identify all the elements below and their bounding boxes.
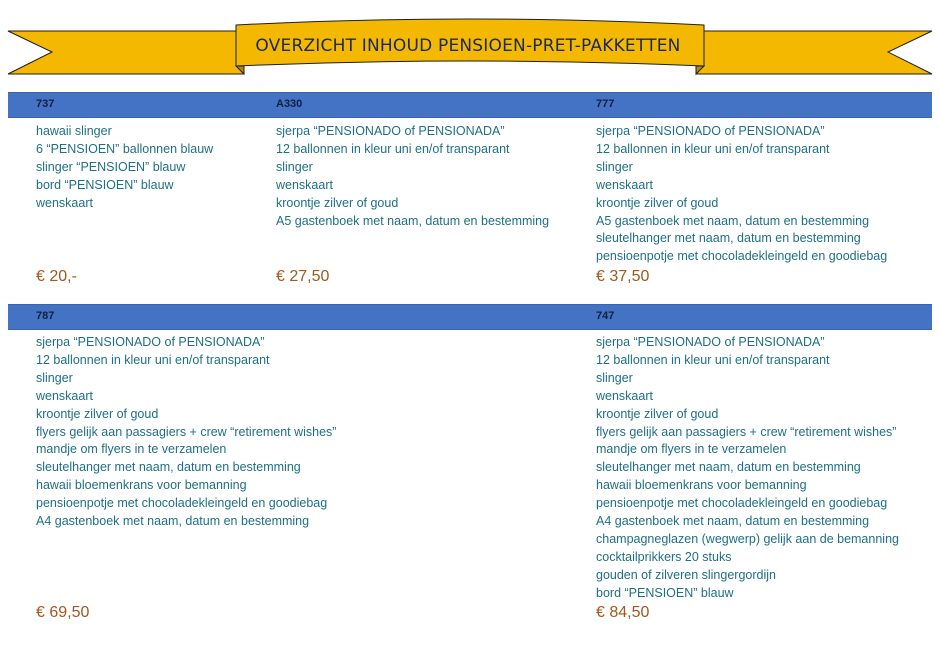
list-item: kroontje zilver of goud — [276, 195, 399, 210]
list-item: kroontje zilver of goud — [36, 406, 159, 421]
list-item: gouden of zilveren slingergordijn — [596, 567, 776, 582]
list-item: flyers gelijk aan passagiers + crew “retirement wishes” — [36, 424, 337, 439]
title-banner — [0, 0, 940, 80]
list-item: champagneglazen (wegwerp) gelijk aan de bemanning — [596, 531, 899, 546]
package-code-747: 747 — [596, 310, 615, 322]
list-item: 6 “PENSIOEN” ballonnen blauw — [36, 141, 214, 156]
list-item: cocktailprikkers 20 stuks — [596, 549, 732, 564]
list-item: slinger — [36, 370, 73, 385]
list-item: wenskaart — [36, 195, 93, 210]
page-title: OVERZICHT INHOUD PENSIOEN-PRET-PAKKETTEN — [255, 36, 681, 56]
package-747-items — [596, 334, 899, 603]
list-item: sleutelhanger met naam, datum en bestemming — [596, 231, 861, 246]
list-item: 12 ballonnen in kleur uni en/of transparant — [36, 352, 270, 367]
list-item: pensioenpotje met chocoladekleingeld en goodiebag — [596, 249, 888, 264]
list-item: A4 gastenboek met naam, datum en bestemming — [596, 514, 870, 529]
package-code-787: 787 — [36, 310, 55, 322]
list-item: wenskaart — [596, 177, 653, 192]
list-item: A5 gastenboek met naam, datum en bestemming — [276, 213, 550, 228]
list-item: A4 gastenboek met naam, datum en bestemming — [36, 514, 310, 529]
package-code-a330: A330 — [276, 98, 303, 110]
list-item: sjerpa “PENSIONADO of PENSIONADA” — [36, 335, 265, 349]
list-item: pensioenpotje met chocoladekleingeld en goodiebag — [36, 496, 328, 511]
package-code-777: 777 — [596, 98, 615, 110]
header-band-row-2 — [8, 304, 932, 330]
list-item: A5 gastenboek met naam, datum en bestemming — [596, 213, 870, 228]
list-item: sjerpa “PENSIONADO of PENSIONADA” — [596, 124, 825, 138]
list-item: sleutelhanger met naam, datum en bestemming — [596, 460, 861, 475]
list-item: pensioenpotje met chocoladekleingeld en goodiebag — [596, 496, 888, 511]
list-item: 12 ballonnen in kleur uni en/of transparant — [596, 352, 830, 367]
list-item: slinger — [596, 370, 633, 385]
list-item: sjerpa “PENSIONADO of PENSIONADA” — [276, 124, 505, 138]
list-item: slinger — [596, 159, 633, 174]
package-a330-items — [276, 123, 549, 230]
list-item: 12 ballonnen in kleur uni en/of transparant — [596, 141, 830, 156]
package-a330-price: € 27,50 — [276, 268, 330, 285]
list-item: slinger — [276, 159, 313, 174]
list-item: wenskaart — [276, 177, 333, 192]
package-777-price: € 37,50 — [596, 268, 650, 285]
package-737-price: € 20,- — [36, 268, 77, 285]
list-item: wenskaart — [36, 388, 93, 403]
list-item: sjerpa “PENSIONADO of PENSIONADA” — [596, 335, 825, 349]
list-item: bord “PENSIOEN” blauw — [36, 177, 174, 192]
package-747-price: € 84,50 — [596, 604, 650, 621]
package-737-items — [36, 123, 213, 213]
package-787-price: € 69,50 — [36, 604, 90, 621]
list-item: hawaii bloemenkrans voor bemanning — [596, 478, 807, 493]
list-item: mandje om flyers in te verzamelen — [596, 442, 787, 457]
list-item: flyers gelijk aan passagiers + crew “retirement wishes” — [596, 424, 897, 439]
package-787-items — [36, 334, 336, 531]
list-item: bord “PENSIOEN” blauw — [596, 585, 734, 600]
package-777-items — [596, 123, 887, 266]
list-item: hawaii slinger — [36, 124, 112, 138]
list-item: slinger “PENSIOEN” blauw — [36, 159, 186, 174]
package-code-737: 737 — [36, 98, 55, 110]
list-item: wenskaart — [596, 388, 653, 403]
list-item: kroontje zilver of goud — [596, 406, 719, 421]
list-item: 12 ballonnen in kleur uni en/of transparant — [276, 141, 510, 156]
list-item: kroontje zilver of goud — [596, 195, 719, 210]
list-item: mandje om flyers in te verzamelen — [36, 442, 227, 457]
list-item: hawaii bloemenkrans voor bemanning — [36, 478, 247, 493]
list-item: sleutelhanger met naam, datum en bestemming — [36, 460, 301, 475]
header-band-row-1 — [8, 92, 932, 118]
